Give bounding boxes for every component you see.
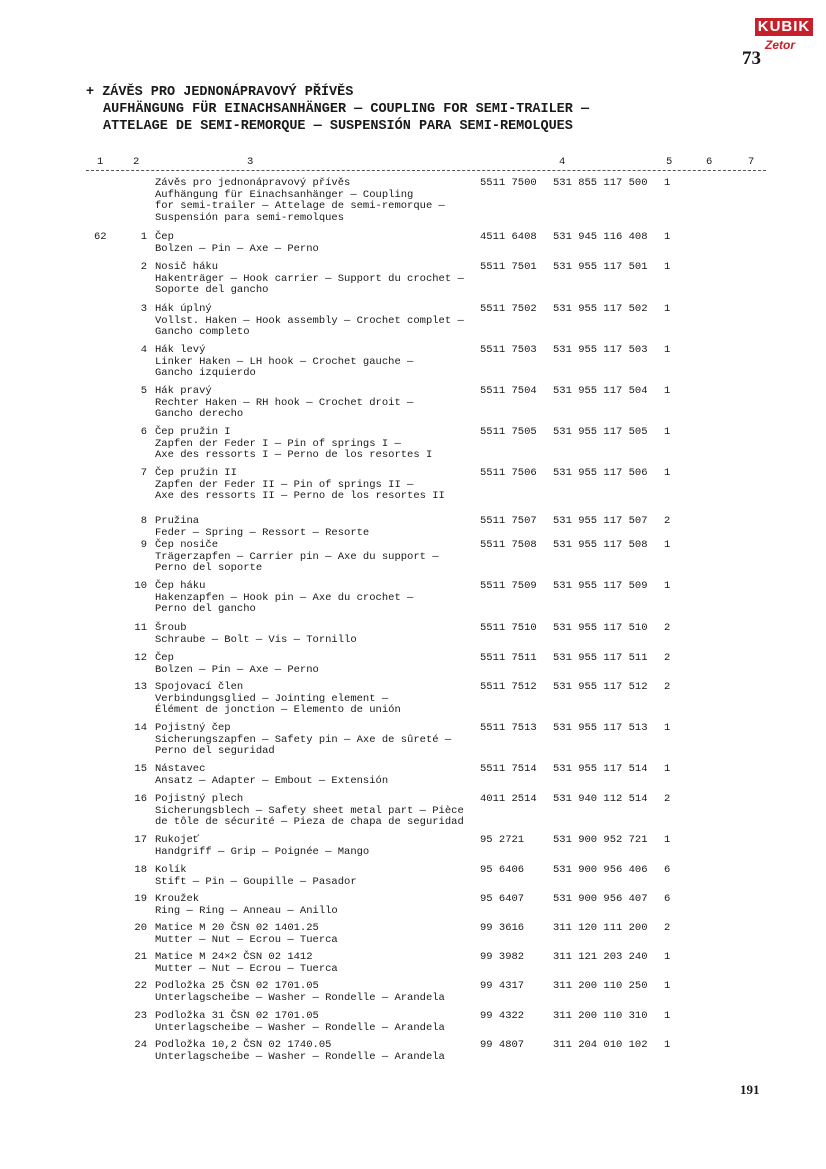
- position-number: 20: [134, 922, 147, 934]
- column-header-7: 7: [748, 156, 755, 168]
- description-line: Mutter — Nut — Ecrou — Tuerca: [155, 962, 338, 975]
- part-number: 311 200 110 310: [553, 1010, 648, 1022]
- part-description: [155, 682, 401, 717]
- quantity: 1: [664, 980, 671, 992]
- position-number: 10: [134, 580, 147, 592]
- part-code: 95 2721: [480, 834, 525, 846]
- part-number: 531 955 117 509: [553, 580, 648, 592]
- description-line: Závěs pro jednonápravový přívěs: [155, 177, 351, 189]
- part-number: 311 120 111 200: [553, 922, 648, 934]
- position-number: 4: [140, 344, 147, 356]
- page-heading: [86, 84, 736, 135]
- part-number: 531 955 117 502: [553, 303, 648, 315]
- position-number: 24: [134, 1039, 147, 1051]
- part-code: 5511 7513: [480, 722, 537, 734]
- position-number: 3: [140, 303, 147, 315]
- header-rule: [86, 170, 766, 171]
- description-line: Kroužek: [155, 893, 200, 905]
- part-number: 531 955 117 503: [553, 344, 648, 356]
- part-code: 95 6406: [480, 864, 525, 876]
- part-description: [155, 865, 357, 888]
- heading-line-2: AUFHÄNGUNG FÜR EINACHSANHÄNGER — COUPLING FOR SEMI-TRAILER —: [103, 102, 590, 117]
- part-description: [155, 427, 432, 462]
- part-description: [155, 723, 451, 758]
- description-line: Zapfen der Feder II — Pin of springs II —: [155, 478, 414, 491]
- part-description: [155, 345, 413, 380]
- quantity: 6: [664, 864, 671, 876]
- column-header-2: 2: [133, 156, 140, 168]
- part-number: 531 855 117 500: [553, 177, 648, 189]
- description-line: Čep háku: [155, 580, 206, 592]
- description-line: Podložka 31 ČSN 02 1701.05: [155, 1010, 319, 1022]
- description-line: Hák pravý: [155, 385, 212, 397]
- part-number: 531 955 117 506: [553, 467, 648, 479]
- position-number: 5: [140, 385, 147, 397]
- description-line: Rukojeť: [155, 834, 200, 846]
- column-header-5: 5: [666, 156, 673, 168]
- quantity: 1: [664, 580, 671, 592]
- part-description: [155, 1011, 445, 1034]
- figure-number: 62: [94, 231, 107, 243]
- part-description: [155, 1040, 445, 1063]
- part-description: [155, 386, 413, 421]
- description-line: Rechter Haken — RH hook — Crochet droit —: [155, 396, 414, 409]
- description-line: Mutter — Nut — Ecrou — Tuerca: [155, 933, 338, 946]
- part-description: [155, 952, 338, 975]
- quantity: 1: [664, 231, 671, 243]
- description-line: Čep pružin I: [155, 426, 231, 438]
- description-line: Élément de jonction — Elemento de unión: [155, 704, 401, 717]
- part-number: 531 955 117 505: [553, 426, 648, 438]
- description-line: Zapfen der Feder I — Pin of springs I —: [155, 437, 401, 450]
- description-line: Pojistný čep: [155, 722, 231, 734]
- quantity: 1: [664, 951, 671, 963]
- description-line: Bolzen — Pin — Axe — Perno: [155, 242, 319, 255]
- quantity: 2: [664, 622, 671, 634]
- position-number: 8: [140, 515, 147, 527]
- column-header-3: 3: [247, 156, 254, 168]
- part-description: [155, 623, 357, 646]
- description-line: Matice M 24×2 ČSN 02 1412: [155, 951, 313, 963]
- position-number: 19: [134, 893, 147, 905]
- description-line: Vollst. Haken — Hook assembly — Crochet complet —: [155, 314, 464, 327]
- page-number: 191: [740, 1082, 760, 1097]
- part-code: 5511 7504: [480, 385, 537, 397]
- description-line: Ring — Ring — Anneau — Anillo: [155, 904, 338, 917]
- part-code: 99 4317: [480, 980, 525, 992]
- logo-sub-text: Zetor: [765, 38, 795, 52]
- quantity: 1: [664, 834, 671, 846]
- description-line: Čep nosiče: [155, 539, 219, 551]
- section-number: 73: [742, 48, 761, 69]
- part-code: 5511 7506: [480, 467, 537, 479]
- description-line: Šroub: [155, 622, 187, 634]
- description-line: Čep: [155, 231, 174, 243]
- part-number: 531 955 117 511: [553, 652, 648, 664]
- position-number: 7: [140, 467, 147, 479]
- description-line: Schraube — Bolt — Vis — Tornillo: [155, 633, 357, 646]
- position-number: 12: [134, 652, 147, 664]
- quantity: 1: [664, 763, 671, 775]
- heading-line-1: + ZÁVĚS PRO JEDNONÁPRAVOVÝ PŘÍVĚS: [86, 85, 354, 100]
- quantity: 2: [664, 515, 671, 527]
- description-line: Perno del seguridad: [155, 745, 275, 758]
- part-code: 5511 7510: [480, 622, 537, 634]
- part-description: [155, 981, 445, 1004]
- part-code: 4011 2514: [480, 793, 537, 805]
- quantity: 1: [664, 467, 671, 479]
- quantity: 6: [664, 893, 671, 905]
- part-number: 531 900 952 721: [553, 834, 648, 846]
- part-number: 531 900 956 407: [553, 893, 648, 905]
- part-number: 531 900 956 406: [553, 864, 648, 876]
- part-code: 5511 7500: [480, 177, 537, 189]
- description-line: Perno del soporte: [155, 562, 263, 575]
- quantity: 1: [664, 177, 671, 189]
- part-description: [155, 468, 445, 503]
- position-number: 22: [134, 980, 147, 992]
- part-number: 531 955 117 508: [553, 539, 648, 551]
- description-line: Hakenzapfen — Hook pin — Axe du crochet —: [155, 591, 414, 604]
- description-line: Podložka 10,2 ČSN 02 1740.05: [155, 1039, 332, 1051]
- description-line: Sicherungszapfen — Safety pin — Axe de sûreté —: [155, 733, 452, 746]
- part-code: 5511 7509: [480, 580, 537, 592]
- quantity: 2: [664, 681, 671, 693]
- part-code: 95 6407: [480, 893, 525, 905]
- description-line: Gancho izquierdo: [155, 367, 256, 380]
- quantity: 1: [664, 385, 671, 397]
- description-line: Handgriff — Grip — Poignée — Mango: [155, 845, 370, 858]
- description-line: Hák úplný: [155, 303, 212, 315]
- position-number: 1: [140, 231, 147, 243]
- part-description: [155, 794, 464, 829]
- position-number: 9: [140, 539, 147, 551]
- description-line: Linker Haken — LH hook — Crochet gauche —: [155, 355, 414, 368]
- description-line: Axe des ressorts II — Perno de los resortes II: [155, 490, 445, 503]
- description-line: Spojovací člen: [155, 681, 244, 693]
- quantity: 1: [664, 344, 671, 356]
- quantity: 1: [664, 1039, 671, 1051]
- part-description: [155, 178, 445, 224]
- part-description: [155, 581, 413, 616]
- logo-brand-text: KUBIK: [755, 18, 813, 36]
- description-line: Perno del gancho: [155, 603, 256, 616]
- quantity: 1: [664, 722, 671, 734]
- part-number: 311 204 010 102: [553, 1039, 648, 1051]
- part-number: 531 940 112 514: [553, 793, 648, 805]
- part-code: 5511 7507: [480, 515, 537, 527]
- part-code: 5511 7505: [480, 426, 537, 438]
- part-number: 311 121 203 240: [553, 951, 648, 963]
- part-number: 531 955 117 510: [553, 622, 648, 634]
- description-line: Unterlagscheibe — Washer — Rondelle — Arandela: [155, 1050, 445, 1063]
- part-description: [155, 653, 319, 676]
- description-line: Podložka 25 ČSN 02 1701.05: [155, 980, 319, 992]
- description-line: de tôle de sécurité — Pieza de chapa de seguridad: [155, 816, 464, 829]
- description-line: Soporte del gancho: [155, 284, 269, 297]
- position-number: 6: [140, 426, 147, 438]
- part-code: 5511 7501: [480, 261, 537, 273]
- description-line: Aufhängung für Einachsanhänger — Coupling: [155, 188, 414, 201]
- description-line: Verbindungsglied — Jointing element —: [155, 692, 389, 705]
- description-line: Čep: [155, 652, 174, 664]
- part-code: 5511 7503: [480, 344, 537, 356]
- part-description: [155, 894, 338, 917]
- part-code: 4511 6408: [480, 231, 537, 243]
- description-line: Gancho derecho: [155, 408, 244, 421]
- description-line: Feder — Spring — Ressort — Resorte: [155, 526, 370, 539]
- position-number: 16: [134, 793, 147, 805]
- column-header-4: 4: [559, 156, 566, 168]
- part-number: 531 955 117 512: [553, 681, 648, 693]
- description-line: Ansatz — Adapter — Embout — Extensión: [155, 774, 389, 787]
- quantity: 2: [664, 652, 671, 664]
- part-number: 531 955 117 513: [553, 722, 648, 734]
- part-code: 5511 7502: [480, 303, 537, 315]
- description-line: Suspensión para semi-remolques: [155, 211, 345, 224]
- heading-line-3: ATTELAGE DE SEMI-REMORQUE — SUSPENSIÓN PARA SEMI-REMOLQUES: [103, 119, 573, 134]
- position-number: 13: [134, 681, 147, 693]
- quantity: 2: [664, 793, 671, 805]
- part-description: [155, 835, 369, 858]
- quantity: 1: [664, 426, 671, 438]
- part-description: [155, 304, 464, 339]
- quantity: 1: [664, 1010, 671, 1022]
- position-number: 17: [134, 834, 147, 846]
- column-header-1: 1: [97, 156, 104, 168]
- part-description: [155, 232, 319, 255]
- part-description: [155, 923, 338, 946]
- position-number: 14: [134, 722, 147, 734]
- part-number: 531 955 117 514: [553, 763, 648, 775]
- part-number: 531 945 116 408: [553, 231, 648, 243]
- part-code: 99 3616: [480, 922, 525, 934]
- part-number: 531 955 117 501: [553, 261, 648, 273]
- description-line: Sicherungsblech — Safety sheet metal part — Pièce: [155, 804, 464, 817]
- description-line: Pružina: [155, 515, 200, 527]
- quantity: 2: [664, 922, 671, 934]
- position-number: 11: [134, 622, 147, 634]
- description-line: Axe des ressorts I — Perno de los resortes I: [155, 449, 433, 462]
- part-code: 5511 7508: [480, 539, 537, 551]
- description-line: Čep pružin II: [155, 467, 237, 479]
- position-number: 21: [134, 951, 147, 963]
- description-line: Hakenträger — Hook carrier — Support du crochet —: [155, 272, 464, 285]
- description-line: Stift — Pin — Goupille — Pasador: [155, 875, 357, 888]
- part-description: [155, 764, 388, 787]
- description-line: for semi-trailer — Attelage de semi-remorque —: [155, 200, 445, 213]
- description-line: Gancho completo: [155, 326, 250, 339]
- quantity: 1: [664, 261, 671, 273]
- description-line: Bolzen — Pin — Axe — Perno: [155, 663, 319, 676]
- description-line: Nosič háku: [155, 261, 219, 273]
- quantity: 1: [664, 303, 671, 315]
- part-code: 99 3982: [480, 951, 525, 963]
- part-code: 99 4807: [480, 1039, 525, 1051]
- position-number: 2: [140, 261, 147, 273]
- part-number: 531 955 117 507: [553, 515, 648, 527]
- description-line: Unterlagscheibe — Washer — Rondelle — Arandela: [155, 1021, 445, 1034]
- position-number: 15: [134, 763, 147, 775]
- brand-logo: [755, 14, 813, 54]
- part-description: [155, 516, 369, 539]
- description-line: Nástavec: [155, 763, 206, 775]
- position-number: 23: [134, 1010, 147, 1022]
- quantity: 1: [664, 539, 671, 551]
- column-header-6: 6: [706, 156, 713, 168]
- description-line: Matice M 20 ČSN 02 1401.25: [155, 922, 319, 934]
- part-code: 5511 7514: [480, 763, 537, 775]
- part-description: [155, 262, 464, 297]
- part-description: [155, 540, 439, 575]
- description-line: Trägerzapfen — Carrier pin — Axe du support —: [155, 550, 439, 563]
- part-code: 5511 7512: [480, 681, 537, 693]
- description-line: Pojistný plech: [155, 793, 244, 805]
- part-number: 531 955 117 504: [553, 385, 648, 397]
- part-code: 99 4322: [480, 1010, 525, 1022]
- position-number: 18: [134, 864, 147, 876]
- description-line: Kolík: [155, 864, 187, 876]
- part-number: 311 200 110 250: [553, 980, 648, 992]
- part-code: 5511 7511: [480, 652, 537, 664]
- description-line: Unterlagscheibe — Washer — Rondelle — Arandela: [155, 991, 445, 1004]
- description-line: Hák levý: [155, 344, 206, 356]
